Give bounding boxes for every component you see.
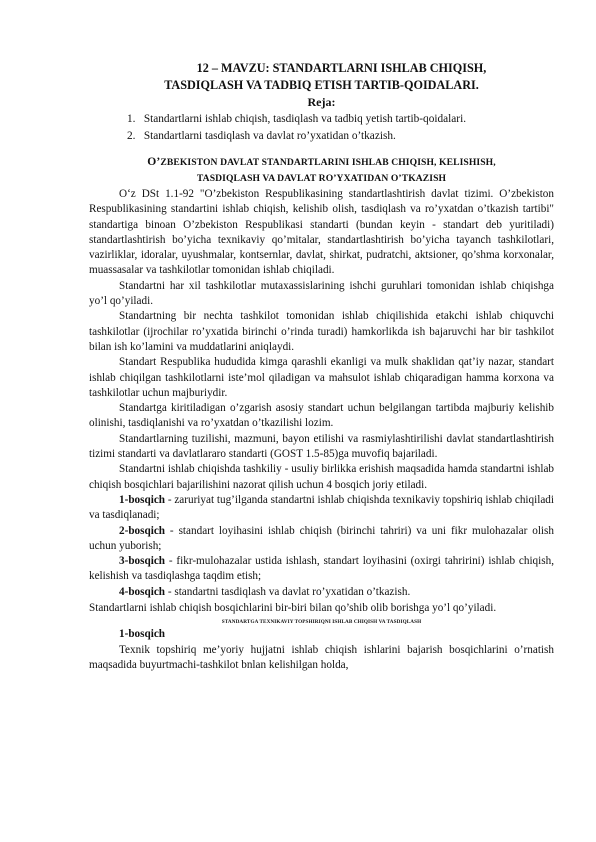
title-line-2: TASDIQLASH VA TADBIQ ETISH TARTIB-QOIDALARI. bbox=[164, 78, 479, 92]
plan-item-number: 2. bbox=[127, 130, 136, 142]
paragraph: Standartni ishlab chiqishda tashkiliy - usuliy birlikka erishish maqsadida hamda standartni ishlab chiqish bosqichlari bajarilishini nazorat qilish uchun 4 bosqich joriy etiladi. bbox=[89, 463, 554, 491]
plan-item bbox=[127, 128, 554, 145]
paragraph: Standartlarning tuzilishi, mazmuni, bayon etilishi va rasmiylashtirilishi davlat standartlashtirish tizimi standarti va davlatlararo standarti (GOST 1.5-85)ga muvofiq bajariladi. bbox=[89, 432, 554, 461]
paragraph: Standartga kiritiladigan o’zgarish asosiy standart uchun belgilangan tartibda majburiy kelishib olinishi, tasdiqlanishi va ro’yxatdan o’tkazilishi lozim. bbox=[89, 402, 554, 430]
section-heading-line-2: TASDIQLASH VA DAVLAT RO’YXATIDAN O’TKAZISH bbox=[196, 173, 447, 184]
title-line-1: 12 – MAVZU: STANDARTLARNI ISHLAB CHIQISH, bbox=[196, 61, 487, 75]
stage-text: - zaruriyat tug’ilganda standartni ishlab chiqishda texnikaviy topshiriq ishlab chiqiladi va tasdiqlanadi; bbox=[89, 493, 554, 522]
section-heading-initial: O’ bbox=[147, 155, 161, 168]
stage-label: 4-bosqich bbox=[119, 585, 166, 598]
stage-text: - standartni tasdiqlash va davlat ro’yxatidan o’tkazish. bbox=[165, 585, 411, 598]
document-title bbox=[89, 60, 554, 94]
plan-item-number: 1. bbox=[127, 113, 136, 125]
plan-heading: Reja: bbox=[307, 95, 336, 109]
paragraph: Standart Respublika hududida kimga qarashli ekanligi va mulk shaklidan qat’iy nazar, standart ishlab chiqilgan tashkilotlarni iste’mol qiladigan va mahsulot ishlab chiqaradigan hamma korxona va tashkilotlar uchun majburiydir. bbox=[89, 356, 554, 399]
plan-item-text: Standartlarni tasdiqlash va davlat ro’yxatidan o’tkazish. bbox=[143, 130, 396, 142]
paragraph: Texnik topshiriq me’yoriy hujjatni ishlab chiqish ishlarini bajarish bosqichlarini o’rnatish maqsadida buyurtmachi-tashkilot bnlan kelishilgan holda, bbox=[89, 643, 554, 671]
paragraph: Standartlarni ishlab chiqish bosqichlarini bir-biri bilan qo’shib olib borishga yo’l qo’yiladi. bbox=[89, 602, 497, 615]
subsection-label: 1-bosqich bbox=[119, 628, 166, 641]
plan-item bbox=[127, 111, 554, 128]
section-heading-line-1 bbox=[89, 154, 554, 171]
stage-paragraph bbox=[89, 524, 554, 555]
stage-text: - fikr-mulohazalar ustida ishlash, standart loyihasini (oxirgi tahririni) ishlab chiqish, kelishish va tasdiqlashga taqdim etish; bbox=[89, 555, 554, 583]
plan-list bbox=[89, 111, 554, 145]
stage-label: 2-bosqich bbox=[119, 524, 166, 537]
stage-paragraph bbox=[89, 493, 554, 524]
plan-item-text: Standartlarni ishlab chiqish, tasdiqlash va tadbiq yetish tartib-qoidalari. bbox=[143, 113, 467, 125]
paragraph: Standartning bir nechta tashkilot tomonidan ishlab chiqilishida etakchi ishlab chiquvchi tashkilotlar (ijrochilar ro’yxatida birinchi o’rinda turadi) hamkorlikda ish bajaruvchi har bir tashkilot bilan ish ko’lamini va muddatlarini aniqlaydi. bbox=[89, 310, 554, 353]
stage-label: 3-bosqich bbox=[119, 555, 166, 568]
small-section-heading: STANDARTGA TEXNIKAVIY TOPSHIRIQNI ISHLAB CHIQISH VA TASDIQLASH bbox=[221, 619, 422, 626]
paragraph: O‘z DSt 1.1-92 "O’zbekiston Respublikasining standartlashtirish davlat tizimi. O’zbekiston Respublikasining standartini ishlab chiqish, kelishib olish, tasdiqlash va ro’yxatdan o’tkazish tartibi" standartiga binoan O’zbekiston Respublikasi standarti (bundan keyin - standart deb yuritiladi) standartlashtirish bo’yicha texnikaviy qo’mitalar, standartlashtirish bo’yicha tayanch tashkilotlari, vazirliklar, idoralar, uyushmalar, kontsernlar, davlat, shirkat, pudratchi, aktsioner, qo’shma korxonalar, muassasalar va tashkilotlar tomonidan ishlab chiqiladi. bbox=[89, 188, 554, 277]
stage-text: - standart loyihasini ishlab chiqish (birinchi tahriri) va uni fikr mulohazalar olish uchun yuborish; bbox=[89, 524, 554, 552]
document-page bbox=[89, 60, 554, 673]
section-heading bbox=[89, 154, 554, 187]
stage-paragraph bbox=[89, 585, 554, 600]
stage-paragraph bbox=[89, 554, 554, 585]
paragraph: Standartni har xil tashkilotlar mutaxassislarining ishchi guruhlari tomonidan ishlab chiqishga yo’l qo’yiladi. bbox=[89, 279, 554, 308]
section-heading-rest: ZBEKISTON DAVLAT STANDARTLARINI ISHLAB CHIQISH, KELISHISH, bbox=[160, 157, 496, 168]
stage-label: 1-bosqich bbox=[119, 493, 166, 506]
